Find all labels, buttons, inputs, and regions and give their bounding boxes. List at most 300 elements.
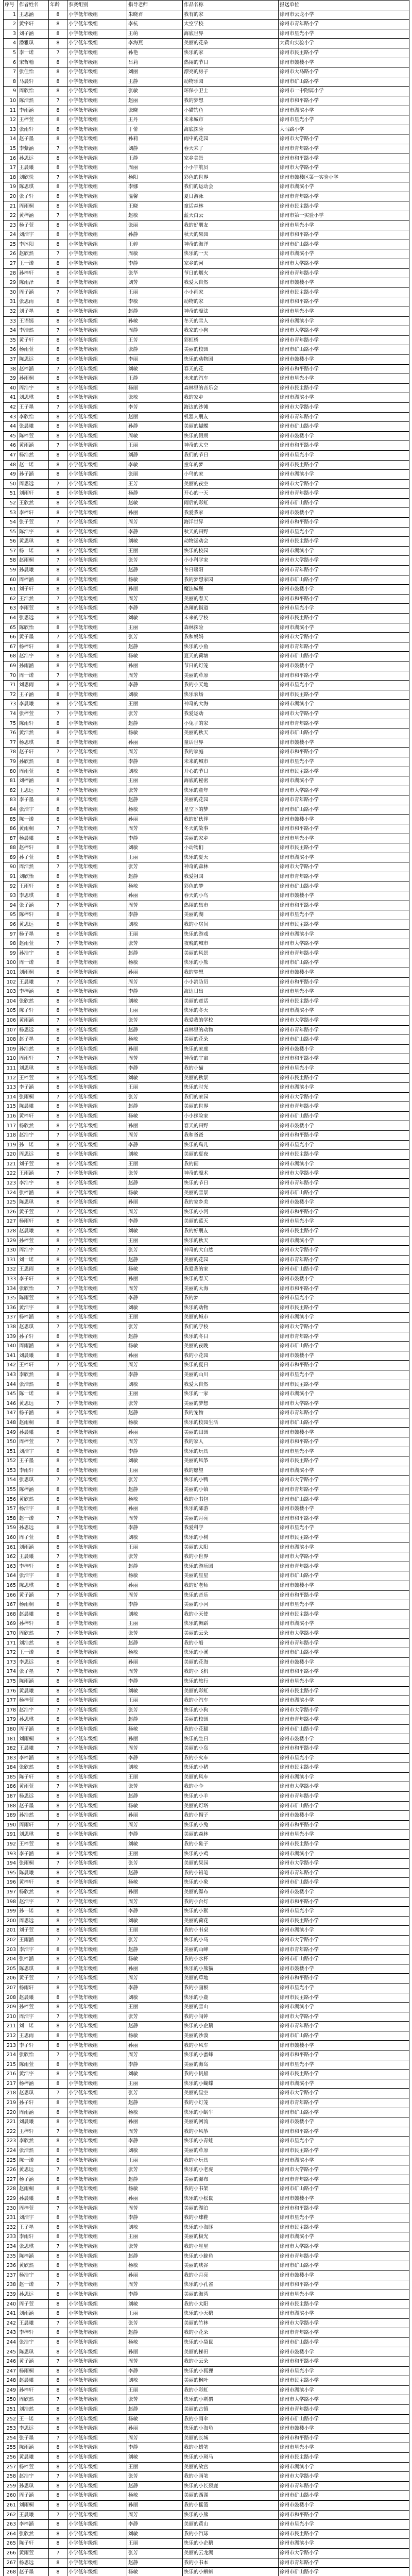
cell-group: 小学低年级组 <box>67 489 127 499</box>
cell-school: 徐州市鼓楼小学 <box>279 2270 409 2280</box>
table-row <box>4 1063 409 1073</box>
table-row <box>4 173 409 182</box>
cell-work: 快乐的小鸡 <box>183 1849 279 1859</box>
cell-teacher: 周芳 <box>127 2280 183 2290</box>
cell-index: 31 <box>4 297 18 307</box>
cell-work: 我的小铅笔 <box>183 1868 279 1878</box>
cell-index: 229 <box>4 2194 18 2204</box>
cell-school: 徐州市鼓楼小学 <box>279 431 409 441</box>
cell-teacher: 王丽 <box>127 1006 183 1016</box>
cell-author: 孙思远 <box>18 154 49 163</box>
cell-teacher: 张芳 <box>127 2395 183 2405</box>
table-row <box>4 2060 409 2070</box>
cell-index: 107 <box>4 1025 18 1035</box>
cell-group: 小学低年级组 <box>67 307 127 317</box>
cell-teacher: 周芳 <box>127 1974 183 1984</box>
cell-age: 8 <box>49 1638 67 1648</box>
cell-index: 174 <box>4 1667 18 1677</box>
cell-group: 小学低年级组 <box>67 1820 127 1830</box>
cell-group: 小学低年级组 <box>67 144 127 154</box>
cell-author: 孙子轩 <box>18 2098 49 2108</box>
cell-work: 夜晚的城市 <box>183 939 279 949</box>
cell-index: 108 <box>4 1035 18 1045</box>
cell-school: 徐州市湖滨小学 <box>279 106 409 115</box>
cell-school: 徐州市民主路小学 <box>279 1686 409 1696</box>
cell-work: 我的小月亮 <box>183 2270 279 2280</box>
cell-work: 美丽的花海 <box>183 1657 279 1667</box>
cell-index: 142 <box>4 1361 18 1370</box>
cell-work: 森林探险 <box>183 623 279 633</box>
cell-index: 11 <box>4 106 18 115</box>
cell-group: 小学低年级组 <box>67 2089 127 2098</box>
table-row <box>4 1552 409 1562</box>
cell-group: 小学低年级组 <box>67 383 127 393</box>
cell-teacher: 孙丽 <box>127 1351 183 1361</box>
cell-age: 8 <box>49 795 67 805</box>
cell-group: 小学低年级组 <box>67 1724 127 1734</box>
cell-group: 小学低年级组 <box>67 2098 127 2108</box>
cell-teacher: 赵静 <box>127 1715 183 1725</box>
table-row <box>4 316 409 326</box>
cell-work: 冬天的故事 <box>183 824 279 834</box>
cell-school: 徐州市民主路小学 <box>279 2070 409 2079</box>
cell-work: 我的小书本 <box>183 2558 279 2568</box>
table-row <box>4 2539 409 2549</box>
cell-teacher: 王丽 <box>127 2079 183 2089</box>
cell-work: 快乐的小熊猫 <box>183 1964 279 1974</box>
cell-group: 小学低年级组 <box>67 2156 127 2165</box>
cell-index: 116 <box>4 1111 18 1121</box>
cell-age: 7 <box>49 173 67 182</box>
table-row <box>4 1035 409 1045</box>
table-row <box>4 1792 409 1802</box>
cell-school: 徐州市大学路小学 <box>279 2242 409 2251</box>
cell-teacher: 孙丽 <box>127 2424 183 2434</box>
cell-school: 徐州市民主路小学 <box>279 537 409 547</box>
cell-age: 7 <box>49 1629 67 1638</box>
cell-school: 徐州市和平路小学 <box>279 2204 409 2213</box>
cell-age: 8 <box>49 1955 67 1964</box>
cell-index: 58 <box>4 556 18 566</box>
cell-group: 小学低年级组 <box>67 709 127 719</box>
cell-author: 杨雨轩 <box>18 1983 49 1993</box>
cell-school: 徐州市矿山路小学 <box>279 1035 409 1045</box>
cell-teacher: 赵静 <box>127 1792 183 1802</box>
cell-age: 8 <box>49 2041 67 2050</box>
cell-group: 小学低年级组 <box>67 996 127 1006</box>
table-row <box>4 2500 409 2510</box>
cell-work: 快乐农场 <box>183 690 279 700</box>
cell-school: 徐州市湖滨小学 <box>279 249 409 259</box>
table-row <box>4 1859 409 1869</box>
cell-school: 徐州市民主路小学 <box>279 2299 409 2309</box>
cell-age: 8 <box>49 1342 67 1351</box>
cell-age: 8 <box>49 1303 67 1313</box>
cell-index: 258 <box>4 2472 18 2482</box>
cell-group: 小学低年级组 <box>67 757 127 767</box>
table-row <box>4 2529 409 2539</box>
table-row <box>4 2491 409 2501</box>
cell-work: 开心的一天 <box>183 489 279 499</box>
cell-group: 小学低年级组 <box>67 1629 127 1638</box>
cell-author: 陈思琪 <box>18 1198 49 1208</box>
cell-index: 166 <box>4 1590 18 1600</box>
table-row <box>4 1916 409 1926</box>
table-row <box>4 1840 409 1850</box>
cell-author: 张欣然 <box>18 996 49 1006</box>
cell-group: 小学低年级组 <box>67 2060 127 2070</box>
cell-author: 孙一诺 <box>18 1907 49 1917</box>
cell-work: 我的小汽球 <box>183 2529 279 2539</box>
cell-teacher: 周芳 <box>127 2433 183 2443</box>
cell-work: 我的小伞 <box>183 1782 279 1792</box>
cell-work: 我的好朋友 <box>183 1227 279 1236</box>
cell-school: 徐州市和平路小学 <box>279 1131 409 1141</box>
cell-group: 小学低年级组 <box>67 2261 127 2271</box>
cell-school: 徐州市矿山路小学 <box>279 575 409 585</box>
cell-author: 赵思琪 <box>18 1322 49 1332</box>
cell-age: 8 <box>49 1581 67 1590</box>
cell-index: 194 <box>4 1859 18 1869</box>
cell-author: 黄子轩 <box>18 335 49 345</box>
cell-teacher: 王丽 <box>127 2539 183 2549</box>
cell-index: 32 <box>4 307 18 317</box>
cell-work: 快乐的小刺猬 <box>183 2395 279 2405</box>
cell-work: 我的小云朵 <box>183 2357 279 2367</box>
cell-author: 赵浩宇 <box>18 1897 49 1907</box>
cell-index: 219 <box>4 2098 18 2108</box>
cell-school: 徐州市星光小学 <box>279 1370 409 1380</box>
cell-group: 小学低年级组 <box>67 2137 127 2146</box>
cell-author: 李欣然 <box>18 1370 49 1380</box>
cell-age: 8 <box>49 1111 67 1121</box>
cell-work: 快乐的小蝴蝶 <box>183 2079 279 2089</box>
cell-group: 小学低年级组 <box>67 2558 127 2568</box>
cell-author: 周欣怡 <box>18 87 49 96</box>
cell-group: 小学低年级组 <box>67 2232 127 2242</box>
cell-work: 我的小世界 <box>183 1552 279 1562</box>
cell-group: 小学低年级组 <box>67 1456 127 1466</box>
cell-group: 小学低年级组 <box>67 1543 127 1552</box>
cell-teacher: 张芳 <box>127 2012 183 2022</box>
cell-index: 128 <box>4 1227 18 1236</box>
cell-teacher: 王丽 <box>127 623 183 633</box>
cell-index: 9 <box>4 87 18 96</box>
cell-teacher: 刘敏 <box>127 1916 183 1926</box>
cell-index: 177 <box>4 1696 18 1706</box>
cell-age: 8 <box>49 422 67 432</box>
cell-index: 209 <box>4 2003 18 2012</box>
cell-work: 我的小汽车 <box>183 1696 279 1706</box>
cell-teacher: 刘敏 <box>127 1227 183 1236</box>
cell-index: 139 <box>4 1332 18 1342</box>
cell-author: 周子涵 <box>18 1724 49 1734</box>
cell-index: 187 <box>4 1792 18 1802</box>
cell-teacher: 周芳 <box>127 2357 183 2367</box>
cell-work: 快乐的童年 <box>183 786 279 795</box>
cell-teacher: 赵静 <box>127 2098 183 2108</box>
cell-work: 美丽的瀑布 <box>183 1887 279 1897</box>
cell-school: 徐州市矿山路小学 <box>279 882 409 891</box>
table-row <box>4 2414 409 2424</box>
cell-author: 黄雨萱 <box>18 2548 49 2558</box>
table-row <box>4 1590 409 1600</box>
cell-work: 快乐的小蜗牛 <box>183 2108 279 2117</box>
cell-group: 小学低年级组 <box>67 39 127 48</box>
table-row <box>4 1763 409 1773</box>
table-row <box>4 2098 409 2108</box>
cell-age: 7 <box>49 2433 67 2443</box>
cell-group: 小学低年级组 <box>67 767 127 776</box>
cell-author: 王子墨 <box>18 1456 49 1466</box>
cell-age: 8 <box>49 566 67 575</box>
table-row <box>4 2520 409 2530</box>
cell-group: 小学低年级组 <box>67 2280 127 2290</box>
cell-age: 8 <box>49 2022 67 2031</box>
cell-author: 黄雨涵 <box>18 1015 49 1025</box>
cell-index: 100 <box>4 958 18 968</box>
cell-age: 8 <box>49 1619 67 1629</box>
table-row <box>4 96 409 106</box>
cell-teacher: 孙丽 <box>127 585 183 595</box>
cell-author: 周欣然 <box>18 1629 49 1638</box>
cell-author: 赵雨桐 <box>18 556 49 566</box>
cell-age: 8 <box>49 278 67 288</box>
cell-age: 8 <box>49 1993 67 2003</box>
cell-teacher: 刘静 <box>127 450 183 460</box>
cell-group: 小学低年级组 <box>67 1227 127 1236</box>
table-row <box>4 1102 409 1112</box>
cell-school: 徐州市大学路小学 <box>279 2548 409 2558</box>
cell-work: 美丽的城市 <box>183 1313 279 1323</box>
cell-work: 快乐的小象 <box>183 1878 279 1888</box>
cell-teacher: 赵静 <box>127 1868 183 1878</box>
cell-author: 周浩宇 <box>18 2012 49 2022</box>
cell-author: 王欣然 <box>18 498 49 508</box>
cell-teacher: 张芳 <box>127 1859 183 1869</box>
cell-index: 103 <box>4 987 18 997</box>
cell-author: 杨思琪 <box>18 738 49 748</box>
cell-group: 小学低年级组 <box>67 1811 127 1821</box>
cell-index: 201 <box>4 1926 18 1936</box>
cell-school: 徐州市矿山路小学 <box>279 1955 409 1964</box>
cell-teacher: 周芳 <box>127 2050 183 2060</box>
cell-group: 小学低年级组 <box>67 2204 127 2213</box>
cell-group: 小学低年级组 <box>67 958 127 968</box>
cell-index: 204 <box>4 1955 18 1964</box>
cell-author: 杨梓涵 <box>18 2079 49 2089</box>
cell-school: 徐州市湖滨小学 <box>279 1313 409 1323</box>
cell-index: 135 <box>4 1294 18 1303</box>
cell-group: 小学低年级组 <box>67 2079 127 2089</box>
cell-work: 美丽的月亮 <box>183 1514 279 1523</box>
cell-teacher: 李静 <box>127 2366 183 2376</box>
cell-teacher: 孙丽 <box>127 968 183 977</box>
cell-teacher: 孙丽 <box>127 1887 183 1897</box>
cell-index: 120 <box>4 1150 18 1160</box>
cell-age: 8 <box>49 537 67 547</box>
cell-group: 小学低年级组 <box>67 1476 127 1485</box>
cell-school: 徐州市青年路小学 <box>279 719 409 728</box>
cell-school: 徐州市大学路小学 <box>279 259 409 269</box>
cell-school: 徐州市鼓楼小学 <box>279 2117 409 2127</box>
cell-teacher: 周芳 <box>127 1361 183 1370</box>
cell-work: 美丽的童话 <box>183 996 279 1006</box>
cell-teacher: 周芳 <box>127 671 183 681</box>
cell-school: 徐州市和平路小学 <box>279 1514 409 1523</box>
cell-work: 春天的花 <box>183 364 279 374</box>
cell-age: 8 <box>49 2309 67 2319</box>
cell-age: 7 <box>49 1207 67 1217</box>
cell-school: 徐州市星光小学 <box>279 1676 409 1686</box>
cell-group: 小学低年级组 <box>67 776 127 786</box>
table-row <box>4 431 409 441</box>
cell-teacher: 张芳 <box>127 1399 183 1409</box>
cell-index: 231 <box>4 2213 18 2223</box>
cell-group: 小学低年级组 <box>67 1063 127 1073</box>
cell-teacher: 赵静 <box>127 1485 183 1495</box>
table-row <box>4 891 409 901</box>
cell-school: 徐州市星光小学 <box>279 374 409 384</box>
cell-group: 小学低年级组 <box>67 87 127 96</box>
cell-author: 周梓萱 <box>18 1437 49 1447</box>
cell-work: 快乐的小猴 <box>183 1907 279 1917</box>
cell-group: 小学低年级组 <box>67 1322 127 1332</box>
table-row <box>4 2117 409 2127</box>
cell-group: 小学低年级组 <box>67 326 127 336</box>
cell-age: 8 <box>49 987 67 997</box>
cell-work: 小动物们 <box>183 843 279 853</box>
cell-author: 孙思远 <box>18 2290 49 2299</box>
cell-school: 徐州市鼓楼小学 <box>279 1734 409 1744</box>
cell-index: 115 <box>4 1102 18 1112</box>
cell-school: 徐州市和平路小学 <box>279 748 409 757</box>
cell-index: 46 <box>4 441 18 451</box>
cell-author: 周雨轩 <box>18 1820 49 1830</box>
cell-index: 33 <box>4 316 18 326</box>
table-row <box>4 728 409 738</box>
cell-index: 20 <box>4 192 18 201</box>
cell-school: 徐州市和平路小学 <box>279 901 409 910</box>
cell-work: 快乐的小兔 <box>183 1820 279 1830</box>
table-row <box>4 1284 409 1294</box>
cell-index: 55 <box>4 527 18 537</box>
cell-school: 徐州市鼓楼小学 <box>279 2500 409 2510</box>
cell-index: 183 <box>4 1753 18 1763</box>
cell-school: 徐州市鼓楼小学 <box>279 1121 409 1131</box>
cell-work: 我的小房间 <box>183 920 279 930</box>
cell-school: 徐州市青年路小学 <box>279 489 409 499</box>
table-row <box>4 2050 409 2060</box>
cell-author: 陈雨萱 <box>18 2060 49 2070</box>
cell-author: 王思雨 <box>18 1265 49 1275</box>
table-row <box>4 1179 409 1189</box>
cell-teacher: 李静 <box>127 527 183 537</box>
cell-work: 美丽的田园 <box>183 1428 279 1437</box>
cell-age: 8 <box>49 2414 67 2424</box>
cell-author: 潘雅琪 <box>18 39 49 48</box>
cell-author: 李梓轩 <box>18 1562 49 1571</box>
table-row <box>4 642 409 652</box>
table-row <box>4 1370 409 1380</box>
cell-index: 15 <box>4 144 18 154</box>
cell-author: 王子墨 <box>18 402 49 412</box>
cell-author: 张思琪 <box>18 2242 49 2251</box>
cell-school: 徐州市湖滨小学 <box>279 2462 409 2472</box>
cell-author: 赵晨曦 <box>18 1227 49 1236</box>
cell-group: 小学低年级组 <box>67 1121 127 1131</box>
cell-age: 8 <box>49 1686 67 1696</box>
cell-age: 8 <box>49 681 67 690</box>
cell-index: 71 <box>4 681 18 690</box>
cell-school: 徐州市矿山路小学 <box>279 240 409 249</box>
cell-age: 8 <box>49 2491 67 2501</box>
table-row <box>4 1993 409 2003</box>
cell-school: 徐州市和平路小学 <box>279 2127 409 2137</box>
cell-index: 267 <box>4 2558 18 2568</box>
cell-group: 小学低年级组 <box>67 2041 127 2050</box>
cell-author: 杨浩宇 <box>18 2270 49 2280</box>
cell-index: 43 <box>4 412 18 422</box>
cell-teacher: 周芳 <box>127 1207 183 1217</box>
cell-age: 8 <box>49 1265 67 1275</box>
cell-index: 84 <box>4 805 18 815</box>
cell-age: 7 <box>49 939 67 949</box>
cell-age: 7 <box>49 977 67 987</box>
cell-work: 美丽的校园 <box>183 1715 279 1725</box>
cell-author: 黄浩宇 <box>18 2070 49 2079</box>
cell-teacher: 王静 <box>127 77 183 87</box>
cell-work: 夏日游泳 <box>183 192 279 201</box>
cell-author: 黄宇轩 <box>18 20 49 29</box>
cell-age: 8 <box>49 240 67 249</box>
cell-index: 171 <box>4 1638 18 1648</box>
cell-teacher: 杨阳 <box>127 173 183 182</box>
cell-index: 7 <box>4 67 18 77</box>
table-row <box>4 1562 409 1571</box>
cell-group: 小学低年级组 <box>67 795 127 805</box>
cell-author: 陈思琪 <box>18 1581 49 1590</box>
cell-school: 徐州市青年路小学 <box>279 1025 409 1035</box>
table-row <box>4 268 409 278</box>
cell-teacher: 李静 <box>127 1753 183 1763</box>
cell-work: 春天来了 <box>183 144 279 154</box>
cell-school: 徐州市鼓楼小学 <box>279 1581 409 1590</box>
table-row <box>4 1169 409 1179</box>
cell-index: 146 <box>4 1399 18 1409</box>
cell-work: 森林里的动物 <box>183 1025 279 1035</box>
cell-group: 小学低年级组 <box>67 1313 127 1323</box>
cell-group: 小学低年级组 <box>67 1648 127 1658</box>
cell-author: 孙思琪 <box>18 1715 49 1725</box>
cell-teacher: 杨敏 <box>127 1035 183 1045</box>
cell-author: 孙梓萱 <box>18 2003 49 2012</box>
cell-school: 徐州市青年路小学 <box>279 335 409 345</box>
cell-author: 周梓涵 <box>18 575 49 585</box>
cell-group: 小学低年级组 <box>67 987 127 997</box>
cell-author: 李子涵 <box>18 1083 49 1093</box>
cell-teacher: 王芳 <box>127 335 183 345</box>
table-row <box>4 1351 409 1361</box>
cell-teacher: 孙丽 <box>127 1121 183 1131</box>
cell-school: 徐州市青年路小学 <box>279 1868 409 1878</box>
cell-teacher: 赵静 <box>127 2558 183 2568</box>
table-row <box>4 1447 409 1456</box>
cell-school: 徐州市民主路小学 <box>279 1303 409 1313</box>
cell-teacher: 孙静 <box>127 422 183 432</box>
cell-index: 224 <box>4 2146 18 2156</box>
cell-index: 150 <box>4 1437 18 1447</box>
